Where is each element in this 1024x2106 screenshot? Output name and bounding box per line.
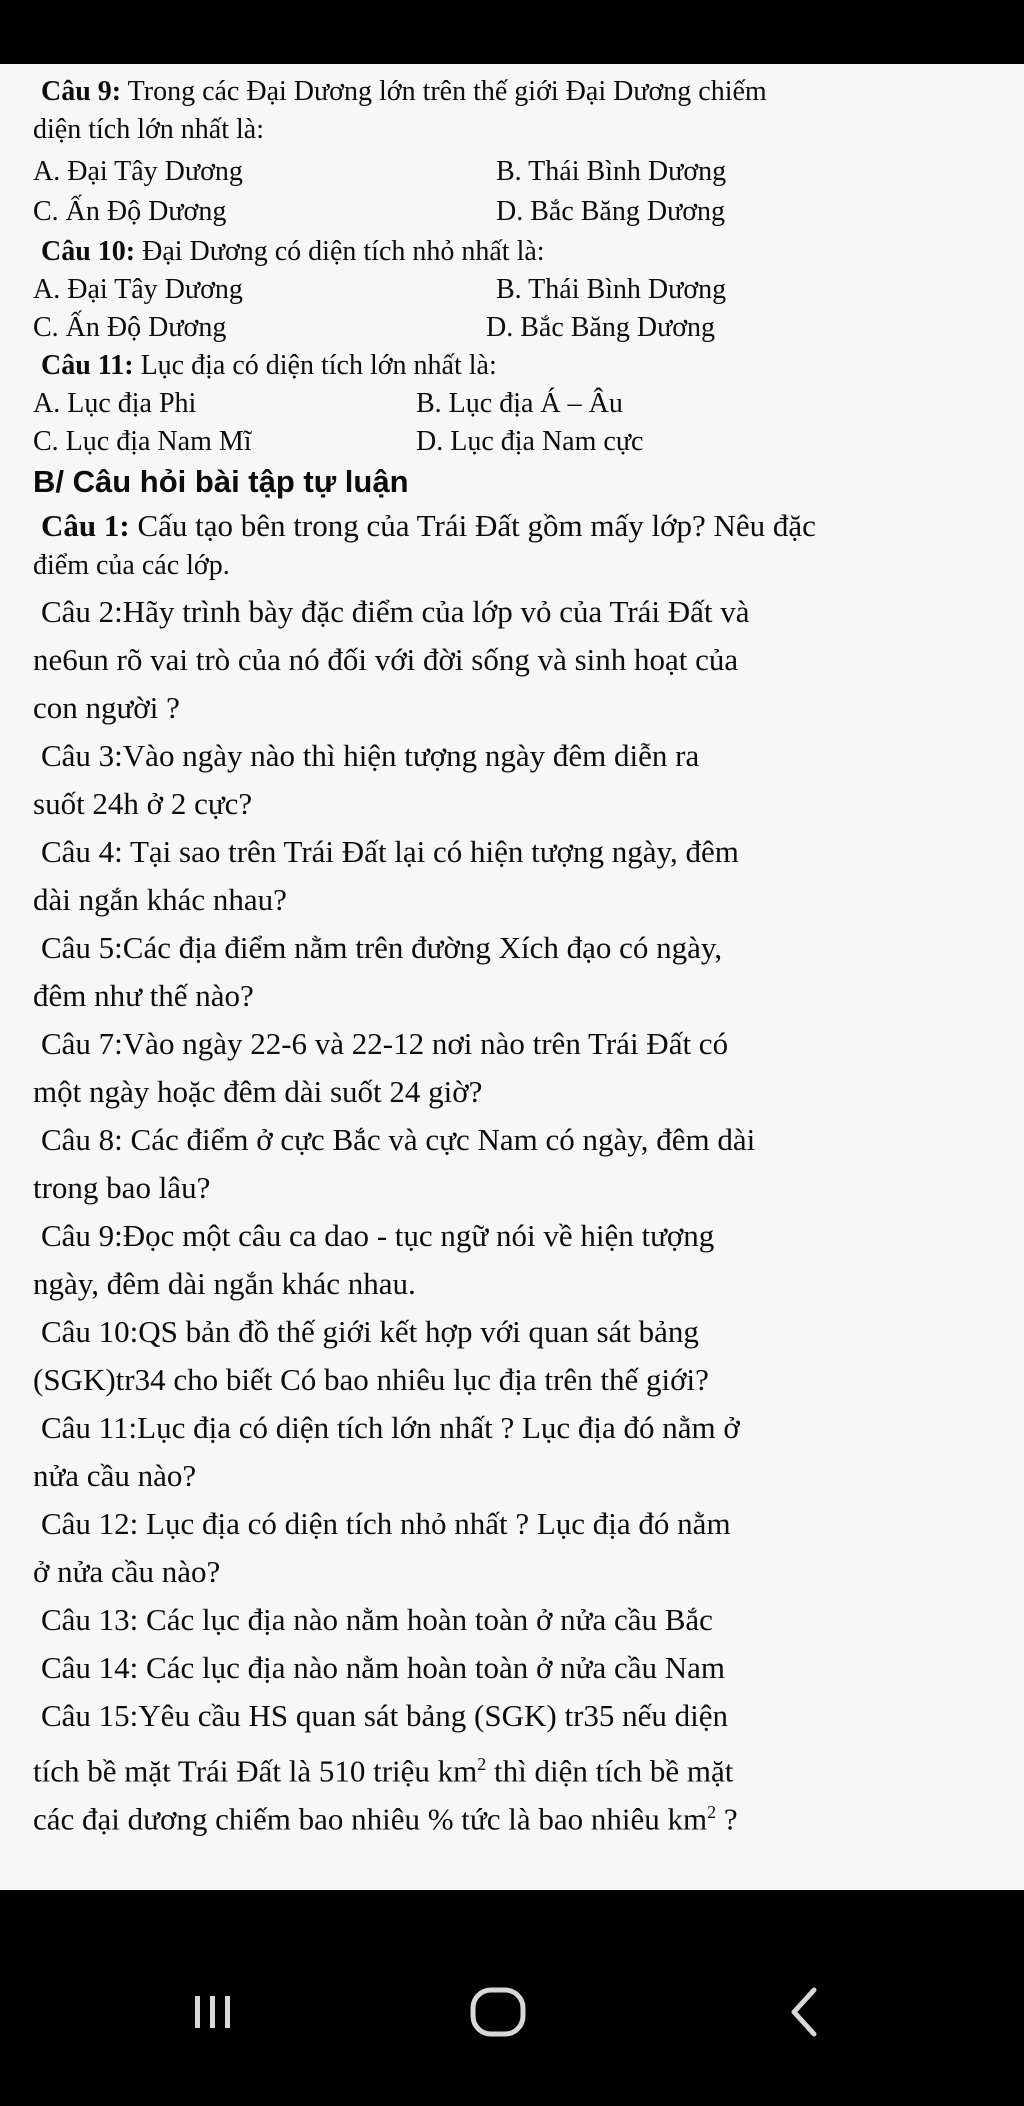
text: ? xyxy=(716,1801,738,1837)
back-icon xyxy=(784,1984,824,2040)
option-c: C. Ấn Độ Dương xyxy=(33,196,227,227)
option-d: D. Bắc Băng Dương xyxy=(486,312,716,343)
essay-q5: Câu 5:Các địa điểm nằm trên đường Xích đạo có ngày, xyxy=(41,930,723,965)
essay-questions xyxy=(33,508,1013,1890)
essay-q15: Câu 15:Yêu cầu HS quan sát bảng (SGK) tr35 nếu diện xyxy=(41,1698,729,1733)
essay-q1-cont: điểm của các lớp. xyxy=(33,550,230,581)
mc-question-11 xyxy=(41,348,497,384)
question-number: Câu 9: xyxy=(41,76,122,107)
essay-q11-cont: nửa cầu nào? xyxy=(33,1458,197,1493)
navigation-bar xyxy=(0,1890,1024,2106)
essay-q12: Câu 12: Lục địa có diện tích nhỏ nhất ? Lục địa đó nằm xyxy=(41,1506,731,1541)
option-c: C. Ấn Độ Dương xyxy=(33,312,227,343)
recents-button[interactable] xyxy=(163,1962,263,2062)
essay-q8-cont: trong bao lâu? xyxy=(33,1170,211,1205)
essay-q4-cont: dài ngắn khác nhau? xyxy=(33,882,287,917)
superscript: 2 xyxy=(477,1754,487,1774)
essay-q9-cont: ngày, đêm dài ngắn khác nhau. xyxy=(33,1266,416,1301)
question-text: Cấu tạo bên trong của Trái Đất gồm mấy lớp? Nêu đặc xyxy=(129,508,816,543)
text: tích bề mặt Trái Đất là 510 triệu km xyxy=(33,1753,478,1789)
essay-q2-cont: ne6un rõ vai trò của nó đối với đời sống và sinh hoạt của xyxy=(33,642,739,677)
superscript: 2 xyxy=(707,1802,717,1822)
document-page xyxy=(0,64,1024,1890)
essay-q3-cont: suốt 24h ở 2 cực? xyxy=(33,786,253,821)
option-b: B. Thái Bình Dương xyxy=(496,274,727,305)
home-icon xyxy=(466,1984,530,2040)
question-number: Câu 11: xyxy=(41,350,134,381)
essay-q9: Câu 9:Đọc một câu ca dao - tục ngữ nói về hiện tượng xyxy=(41,1218,715,1253)
question-text: Lục địa có diện tích lớn nhất là: xyxy=(133,350,497,381)
option-a: A. Đại Tây Dương xyxy=(33,156,243,187)
essay-q10: Câu 10:QS bản đồ thế giới kết hợp với quan sát bảng xyxy=(41,1314,699,1349)
essay-q15-cont xyxy=(33,1746,733,1789)
text: các đại dương chiếm bao nhiêu % tức là bao nhiêu km xyxy=(33,1801,708,1837)
question-number: Câu 10: xyxy=(41,236,136,267)
question-text-cont: diện tích lớn nhất là: xyxy=(33,114,264,145)
status-bar xyxy=(0,0,1024,64)
section-b-title: B/ Câu hỏi bài tập tự luận xyxy=(33,464,409,499)
mc-question-10 xyxy=(41,234,545,270)
essay-q12-cont: ở nửa cầu nào? xyxy=(33,1554,221,1589)
option-d: D. Bắc Băng Dương xyxy=(496,196,726,227)
essay-q14: Câu 14: Các lục địa nào nằm hoàn toàn ở nửa cầu Nam xyxy=(41,1650,725,1685)
essay-q15-cont xyxy=(33,1794,738,1837)
question-text: Trong các Đại Dương lớn trên thế giới Đại Dương chiếm xyxy=(121,76,767,107)
essay-q3: Câu 3:Vào ngày nào thì hiện tượng ngày đêm diễn ra xyxy=(41,738,700,773)
option-b: B. Thái Bình Dương xyxy=(496,156,727,187)
home-button[interactable] xyxy=(448,1962,548,2062)
essay-q2: Câu 2:Hãy trình bày đặc điểm của lớp vỏ của Trái Đất và xyxy=(41,594,750,629)
recents-icon xyxy=(189,1992,237,2032)
mc-question-9 xyxy=(41,74,767,110)
option-a: A. Đại Tây Dương xyxy=(33,274,243,305)
text: thì diện tích bề mặt xyxy=(486,1753,734,1789)
essay-q1 xyxy=(41,508,816,544)
option-b: B. Lục địa Á – Âu xyxy=(416,388,623,419)
essay-q13: Câu 13: Các lục địa nào nằm hoàn toàn ở nửa cầu Bắc xyxy=(41,1602,713,1637)
option-c: C. Lục địa Nam Mĩ xyxy=(33,426,252,457)
essay-q7: Câu 7:Vào ngày 22-6 và 22-12 nơi nào trên Trái Đất có xyxy=(41,1026,729,1061)
essay-q4: Câu 4: Tại sao trên Trái Đất lại có hiện tượng ngày, đêm xyxy=(41,834,739,869)
essay-q7-cont: một ngày hoặc đêm dài suốt 24 giờ? xyxy=(33,1074,483,1109)
essay-q11: Câu 11:Lục địa có diện tích lớn nhất ? Lục địa đó nằm ở xyxy=(41,1410,740,1445)
back-button[interactable] xyxy=(754,1962,854,2062)
option-d: D. Lục địa Nam cực xyxy=(416,426,644,457)
question-number: Câu 1: xyxy=(41,508,130,543)
essay-q5-cont: đêm như thế nào? xyxy=(33,978,254,1013)
essay-q2-cont: con người ? xyxy=(33,690,180,725)
essay-q10-cont: (SGK)tr34 cho biết Có bao nhiêu lục địa trên thế giới? xyxy=(33,1362,709,1397)
question-text: Đại Dương có diện tích nhỏ nhất là: xyxy=(135,236,545,267)
essay-q8: Câu 8: Các điểm ở cực Bắc và cực Nam có ngày, đêm dài xyxy=(41,1122,756,1157)
option-a: A. Lục địa Phi xyxy=(33,388,197,419)
